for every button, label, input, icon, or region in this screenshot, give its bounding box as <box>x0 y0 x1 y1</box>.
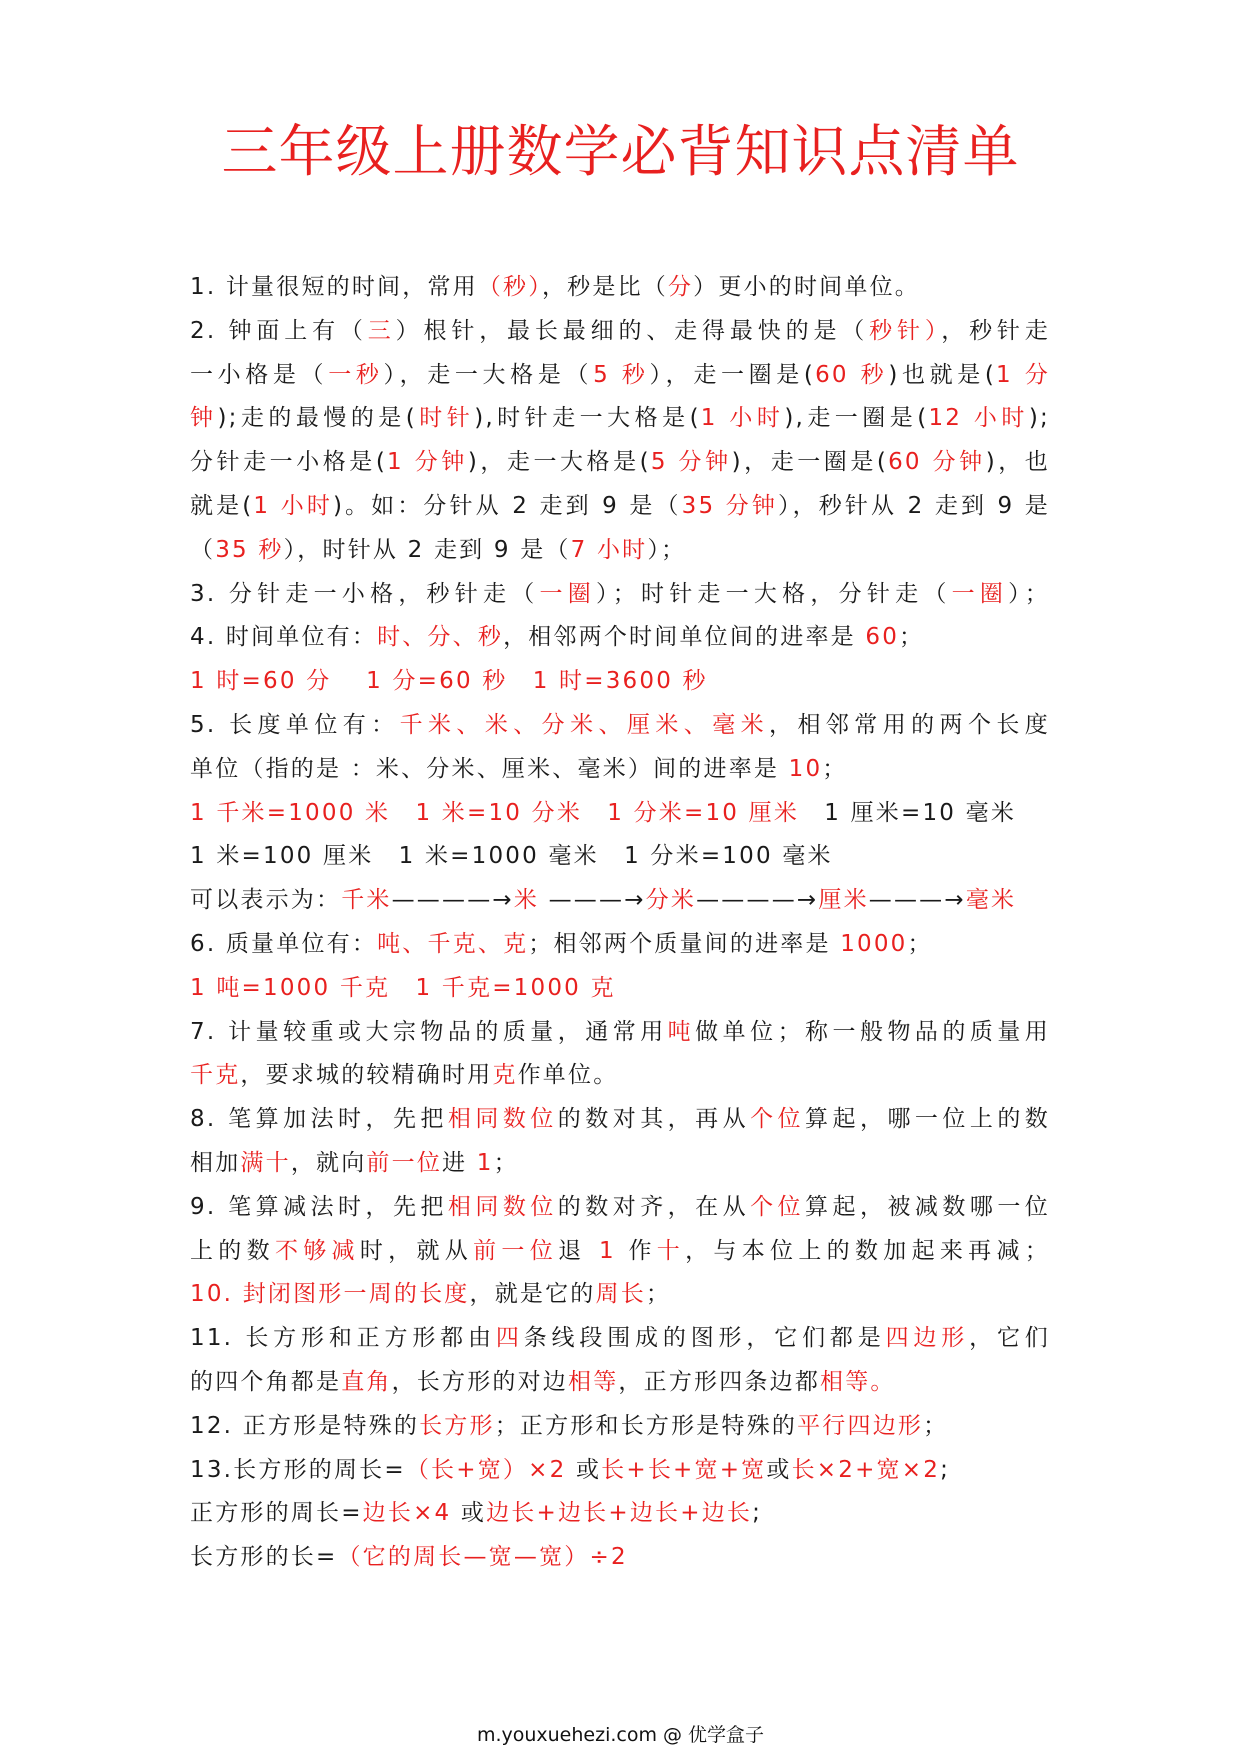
body-text: 算起，被减数哪一位 <box>805 1193 1050 1220</box>
body-text: ，它们 <box>969 1325 1050 1352</box>
highlight-text: 一圈 <box>951 580 1009 607</box>
content-line <box>190 1098 1050 1142</box>
highlight-text: 10. 封闭图形一周的长度 <box>190 1281 470 1308</box>
body-text: 7. 计量较重或大宗物品的质量，通常用 <box>190 1018 668 1045</box>
highlight-text: 长×2+宽×2 <box>791 1456 941 1483</box>
content-line <box>190 310 1050 354</box>
body-text: 或 <box>766 1456 792 1483</box>
highlight-text: 1 吨=1000 千克 1 千克=1000 克 <box>190 974 616 1001</box>
body-text: ）根针，最长最细的、走得最快的是（ <box>395 317 870 344</box>
highlight-text: 千米、米、分米、厘米、毫米 <box>399 711 770 738</box>
body-text: 一小格是（ <box>190 361 329 388</box>
body-text: ；正方形和长方形是特殊的 <box>494 1412 798 1439</box>
knowledge-list <box>190 266 1050 1580</box>
content-line <box>190 660 1050 704</box>
content-line <box>190 1536 1050 1580</box>
content-line <box>190 1054 1050 1098</box>
highlight-text: 分米 <box>645 887 697 914</box>
body-text: 或 <box>566 1456 602 1483</box>
highlight-text: 1 <box>599 1237 616 1264</box>
body-text: ，就是它的 <box>469 1281 596 1308</box>
body-text: ；相邻两个质量间的进率是 <box>528 930 841 957</box>
body-text: ———→ <box>868 887 966 914</box>
body-text: 单位（指的是 ：米、分米、厘米、毫米）间的进率是 <box>190 755 789 782</box>
content-line <box>190 792 1050 836</box>
body-text: ）；时针走一大格，分针走（ <box>595 580 952 607</box>
body-text: 6. 质量单位有： <box>190 930 378 957</box>
highlight-text: 千米 <box>341 887 392 914</box>
highlight-text: 千克 <box>190 1062 241 1089</box>
highlight-text: 1 小时 <box>700 405 785 432</box>
body-text: 上的数 <box>190 1237 275 1264</box>
highlight-text: 一圈 <box>539 580 596 607</box>
body-text: 8. 笔算加法时，先把 <box>190 1106 448 1133</box>
body-text: ); <box>1028 405 1050 432</box>
body-text: 做单位；称一般物品的质量用 <box>695 1018 1050 1045</box>
body-text: ），走一圈是( <box>649 361 816 388</box>
content-line <box>190 354 1050 398</box>
highlight-text: 时针 <box>416 405 475 432</box>
body-text: 11. 长方形和正方形都由 <box>190 1325 496 1352</box>
highlight-text: 厘米 <box>818 887 869 914</box>
body-text: 退 <box>558 1237 599 1264</box>
body-text: ),时针走一大格是( <box>474 405 701 432</box>
content-line <box>190 704 1050 748</box>
highlight-text: （长+宽）×2 <box>405 1456 567 1483</box>
highlight-text: 周长 <box>595 1281 646 1308</box>
body-text: 正方形的周长= <box>190 1500 363 1527</box>
highlight-text: 相等。 <box>820 1368 896 1395</box>
body-text: ），秒针从 2 走到 9 是 <box>778 492 1050 519</box>
body-text: 的数对齐，在从 <box>557 1193 751 1220</box>
highlight-text: 1 小时 <box>253 492 333 519</box>
page-title: 三年级上册数学必背知识点清单 <box>221 120 1020 185</box>
body-text: ； <box>645 1281 672 1308</box>
content-line <box>190 879 1050 923</box>
highlight-text: 60 秒 <box>815 361 889 388</box>
highlight-text: 相同数位 <box>447 1106 558 1133</box>
content-line <box>190 1405 1050 1449</box>
highlight-text: 秒针） <box>869 317 942 344</box>
highlight-text: 1 时=60 分 1 分=60 秒 1 时=3600 秒 <box>190 668 708 695</box>
body-text: 9. 笔算减法时，先把 <box>190 1193 448 1220</box>
body-text: 1 米=100 厘米 1 米=1000 毫米 1 分米=100 毫米 <box>190 843 833 870</box>
body-text: ，相邻两个时间单位间的进率是 <box>503 624 866 651</box>
body-text: 4. 时间单位有： <box>190 624 378 651</box>
content-line <box>190 266 1050 310</box>
body-text: 13.长方形的周长= <box>190 1456 406 1483</box>
highlight-text: 1 <box>476 1149 494 1176</box>
body-text: ）； <box>647 536 687 563</box>
body-text: 就是( <box>190 492 254 519</box>
content-line <box>190 1011 1050 1055</box>
body-text: ; <box>940 1456 951 1483</box>
highlight-text: 10 <box>788 755 823 782</box>
body-text: 算起，哪一位上的数 <box>805 1106 1050 1133</box>
body-text: 2. 钟面上有（ <box>190 317 368 344</box>
body-text: ),走一圈是( <box>784 405 929 432</box>
highlight-text: （它的周长—宽—宽）÷2 <box>337 1544 628 1571</box>
content-line <box>190 616 1050 660</box>
highlight-text: 十 <box>656 1237 686 1264</box>
body-text: 作单位。 <box>517 1062 619 1089</box>
highlight-text: 12 小时 <box>928 405 1029 432</box>
content-line <box>190 397 1050 441</box>
content-line <box>190 1317 1050 1361</box>
content-line <box>190 573 1050 617</box>
body-text: )也就是( <box>888 361 997 388</box>
body-text: ； <box>923 1412 949 1439</box>
highlight-text: 吨、千克、克 <box>377 930 529 957</box>
highlight-text: 克 <box>492 1062 518 1089</box>
content-line <box>190 485 1050 529</box>
content-line <box>190 748 1050 792</box>
body-text: ———→ <box>539 887 646 914</box>
body-text: ，要求城的较精确时用 <box>240 1062 493 1089</box>
highlight-text: 不够减 <box>274 1237 360 1264</box>
body-text: )，走一圈是( <box>731 449 889 476</box>
highlight-text: 边长+边长+边长+边长 <box>486 1500 753 1527</box>
highlight-text: （秒） <box>477 274 542 300</box>
content-line <box>190 1273 1050 1317</box>
highlight-text: 相等 <box>568 1368 619 1395</box>
highlight-text: 时、分、秒 <box>377 624 504 651</box>
body-text: ，相邻常用的两个长度 <box>769 711 1050 738</box>
highlight-text: 平行四边形 <box>797 1412 924 1439</box>
body-text: 时，就从 <box>359 1237 474 1264</box>
body-text: )。如：分针从 2 走到 9 是（ <box>332 492 682 519</box>
body-text: 1 厘米=10 毫米 <box>824 799 1017 826</box>
highlight-text: 5 秒 <box>593 361 650 388</box>
highlight-text: 长方形 <box>419 1412 495 1439</box>
body-text: ————→ <box>696 887 819 914</box>
body-text: ），走一大格是（ <box>383 361 594 388</box>
highlight-text: 四边形 <box>885 1325 970 1352</box>
highlight-text: 米 <box>513 887 540 914</box>
body-text: )，走一大格是( <box>467 449 651 476</box>
content-line <box>190 441 1050 485</box>
body-text: ，长方形的对边 <box>391 1368 569 1395</box>
highlight-text: 1000 <box>840 930 908 957</box>
body-text: 作 <box>615 1237 657 1264</box>
content-line <box>190 1449 1050 1493</box>
body-text: ），时针从 2 走到 9 是（ <box>283 536 571 563</box>
highlight-text: 1 分钟 <box>387 449 468 476</box>
content-line <box>190 835 1050 879</box>
content-line <box>190 1186 1050 1230</box>
content-line <box>190 967 1050 1011</box>
highlight-text: 四 <box>495 1325 524 1352</box>
highlight-text: 60 <box>865 624 900 651</box>
highlight-text: 分 <box>667 274 694 300</box>
highlight-text: 35 分钟 <box>681 492 779 519</box>
content-line <box>190 1492 1050 1536</box>
body-text: );走的最慢的是( <box>217 405 417 432</box>
content-line <box>190 1230 1050 1274</box>
highlight-text: 边长×4 <box>362 1500 452 1527</box>
highlight-text: 满十 <box>240 1149 291 1176</box>
highlight-text: 前一位 <box>366 1149 443 1176</box>
highlight-text: 一秒 <box>328 361 384 388</box>
content-line <box>190 1142 1050 1186</box>
body-text: （ <box>190 536 216 563</box>
highlight-text: 吨 <box>667 1018 696 1045</box>
highlight-text: 毫米 <box>965 887 1017 914</box>
body-text: 长方形的长= <box>190 1544 338 1571</box>
body-text: 进 <box>442 1149 477 1176</box>
highlight-text: 前一位 <box>473 1237 559 1264</box>
body-text: 1. 计量很短的时间，常用 <box>190 274 478 300</box>
footer-watermark: m.youxuehezi.com @ 优学盒子 <box>476 1724 765 1746</box>
body-text: 可以表示为： <box>190 887 342 914</box>
body-text: ）； <box>1008 580 1050 607</box>
highlight-text: 直角 <box>341 1368 392 1395</box>
body-text: ，秒针走 <box>941 317 1050 344</box>
body-text: 的四个角都是 <box>190 1368 342 1395</box>
body-text: ； <box>493 1149 519 1176</box>
content-line <box>190 529 1050 573</box>
highlight-text: 钟 <box>190 405 218 432</box>
body-text: 或 <box>451 1500 487 1527</box>
body-text: 条线段围成的图形，它们都是 <box>523 1325 886 1352</box>
body-text: ，就向 <box>290 1149 367 1176</box>
body-text: ，与本位上的数加起来再减； <box>685 1237 1050 1264</box>
highlight-text: 60 分钟 <box>888 449 986 476</box>
highlight-text: 三 <box>367 317 396 344</box>
body-text: 分针走一小格是( <box>190 449 388 476</box>
body-text: 12. 正方形是特殊的 <box>190 1412 420 1439</box>
body-text: 的数对其，再从 <box>557 1106 751 1133</box>
body-text: ）更小的时间单位。 <box>693 274 920 300</box>
highlight-text: 相同数位 <box>447 1193 558 1220</box>
body-text: ————→ <box>391 887 514 914</box>
highlight-text: 个位 <box>750 1193 806 1220</box>
body-text: ; <box>752 1500 763 1527</box>
body-text: ； <box>822 755 848 782</box>
body-text: 3. 分针走一小格，秒针走（ <box>190 580 540 607</box>
highlight-text: 35 秒 <box>215 536 284 563</box>
highlight-text: 长+长+宽+宽 <box>601 1456 767 1483</box>
body-text: ； <box>899 624 925 651</box>
body-text: ，秒是比（ <box>541 274 668 300</box>
body-text: )，也 <box>985 449 1050 476</box>
content-line <box>190 923 1050 967</box>
body-text: ，正方形四条边都 <box>618 1368 821 1395</box>
highlight-text: 1 分 <box>996 361 1050 388</box>
highlight-text: 个位 <box>750 1106 806 1133</box>
highlight-text: 5 分钟 <box>650 449 732 476</box>
body-text: ； <box>907 930 933 957</box>
highlight-text: 7 小时 <box>570 536 648 563</box>
body-text: 5. 长度单位有： <box>190 711 400 738</box>
body-text: 相加 <box>190 1149 241 1176</box>
highlight-text: 1 千米=1000 米 1 米=10 分米 1 分米=10 厘米 <box>190 799 825 826</box>
content-line <box>190 1361 1050 1405</box>
